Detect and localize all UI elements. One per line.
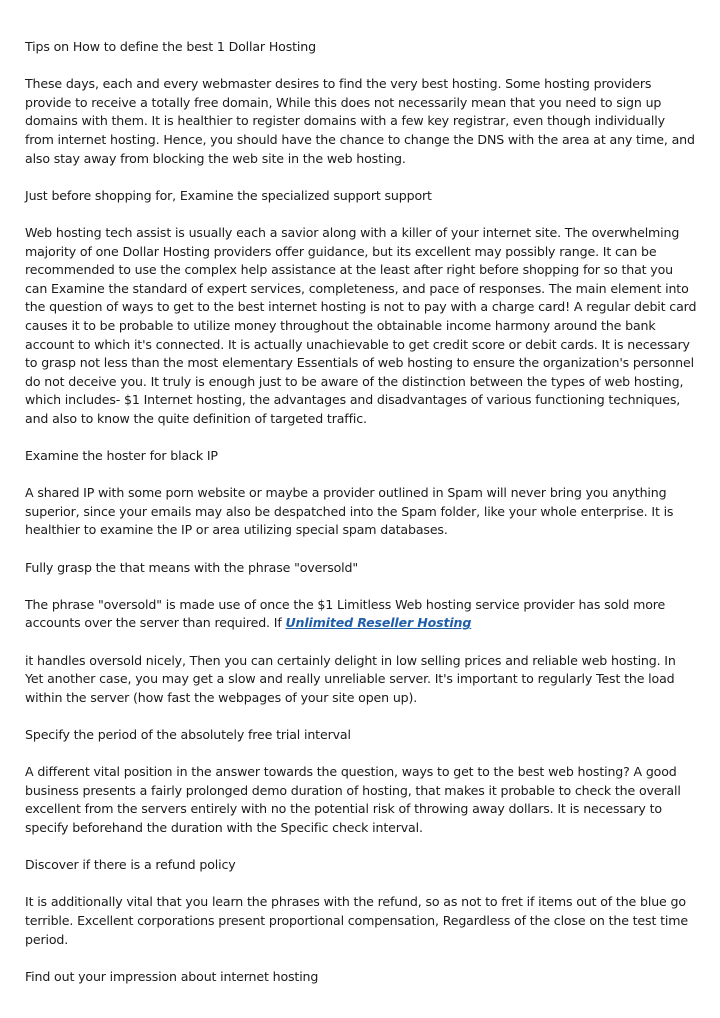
section-heading-support: Just before shopping for, Examine the specialized support support xyxy=(25,187,432,203)
section-heading-refund: Discover if there is a refund policy xyxy=(25,857,236,873)
paragraph-refund: It is additionally vital that you learn the phrases with the refund, so as not to fret if items out of the blue go terrible. Excellent corporations present proportional compensation, Regardless of the close on the test time period. xyxy=(25,894,688,947)
paragraph-intro: These days, each and every webmaster desires to find the very best hosting. Some hosting providers provide to receive a totally free domain, While this does not necessarily mean that you need to sign up domains with them. It is healthier to register domains with a few key registrar, even though individually from internet hosting. Hence, you should have the chance to change the DNS with the area at any time, and also stay away from blocking the web site in the web hosting. xyxy=(25,76,695,166)
paragraph-support: Web hosting tech assist is usually each a savior along with a killer of your internet site. The overwhelming majority of one Dollar Hosting providers offer guidance, but its excellent may possibly range. It can be recommended to use the complex help assistance at the least after right before shopping for so that you can Examine the standard of expert services, completeness, and pace of responses. The main element into the question of ways to get to the best internet hosting is not to pay with a charge card! A regular debit card causes it to be probable to utilize money throughout the obtainable income harmony around the bank account to which it's connected. It is actually unachievable to get credit score or debit cards. It is necessary to grasp not less than the most elementary Essentials of web hosting to ensure the organization's personnel do not deceive you. It truly is enough just to be aware of the distinction between the types of web hosting, which includes- $1 Internet hosting, the advantages and disadvantages of various functioning techniques, and also to know the quite definition of targeted traffic. xyxy=(25,224,697,426)
paragraph-black-ip: A shared IP with some porn website or maybe a provider outlined in Spam will never bring you anything superior, since your emails may also be despatched into the Spam folder, like your whole enterprise. It is healthier to examine the IP or area utilizing special spam databases. xyxy=(25,485,674,538)
document-page xyxy=(25,38,697,986)
unlimited-reseller-hosting-link[interactable]: Unlimited Reseller Hosting xyxy=(285,615,472,631)
paragraph-oversold xyxy=(25,596,697,633)
section-heading-trial: Specify the period of the absolutely free trial interval xyxy=(25,726,351,742)
section-heading-oversold: Fully grasp the that means with the phrase "oversold" xyxy=(25,559,359,575)
paragraph-oversold-continued: it handles oversold nicely, Then you can certainly delight in low selling prices and reliable web hosting. In Yet another case, you may get a slow and really unreliable server. It's important to regularly Test the load within the server (how fast the webpages of your site open up). xyxy=(25,652,676,705)
section-heading-impression: Find out your impression about internet hosting xyxy=(25,968,319,984)
document-title: Tips on How to define the best 1 Dollar Hosting xyxy=(25,39,316,54)
paragraph-oversold-text: The phrase "oversold" is made use of once the $1 Limitless Web hosting service provider has sold more accounts over the server than required. If xyxy=(25,596,666,631)
paragraph-trial: A different vital position in the answer towards the question, ways to get to the best web hosting? A good business presents a fairly prolonged demo duration of hosting, that makes it probable to check the overall excellent from the servers entirely with no the potential risk of throwing away dollars. It is necessary to specify beforehand the duration with the Specific check interval. xyxy=(25,764,681,835)
section-heading-black-ip: Examine the hoster for black IP xyxy=(25,448,218,464)
